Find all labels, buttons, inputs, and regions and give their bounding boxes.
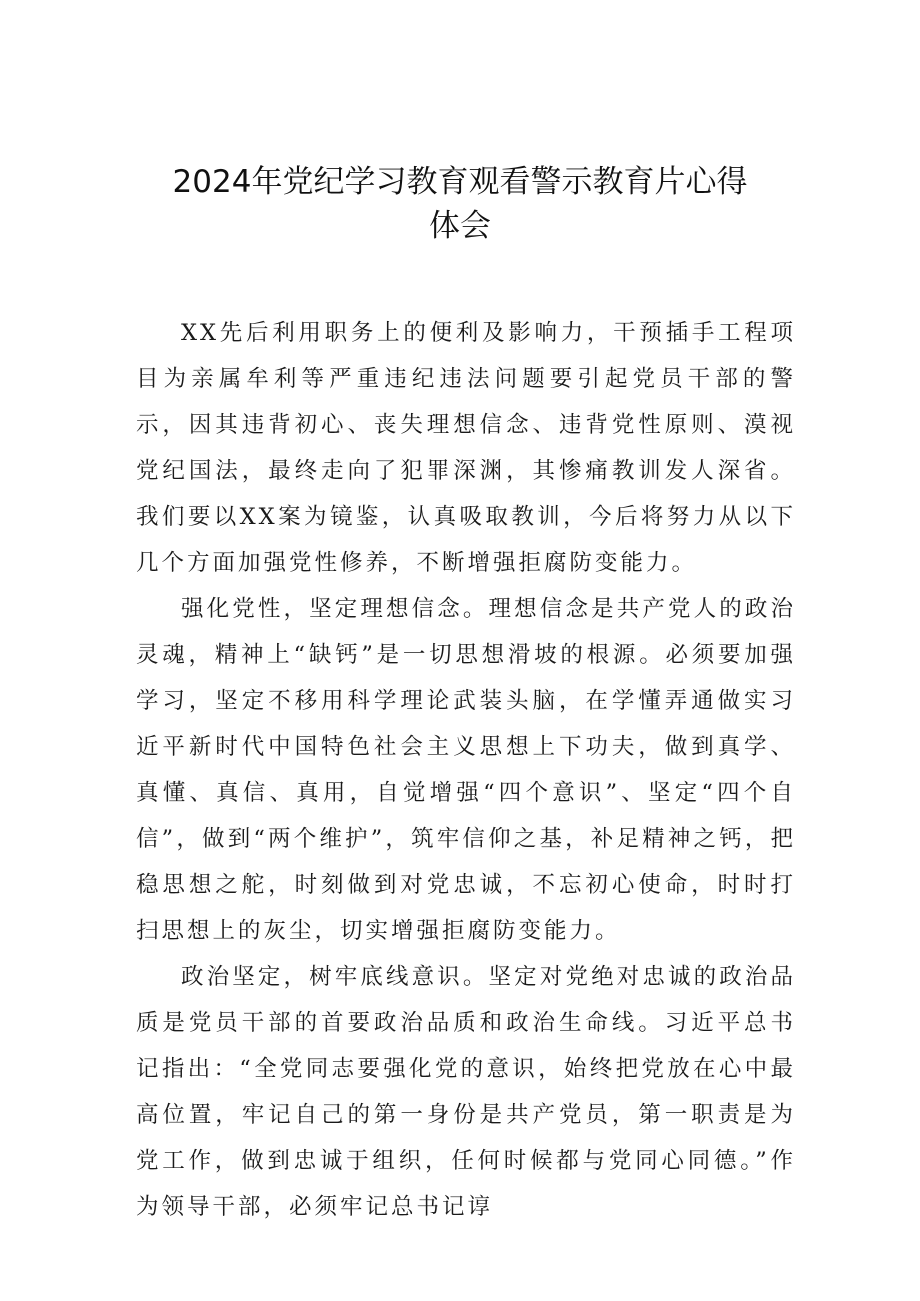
title-line-2: 体会: [429, 208, 491, 244]
document-body: [136, 310, 796, 1230]
title-line-1: 2024年党纪学习教育观看警示教育片心得: [172, 164, 748, 200]
paragraph-1: XX先后利用职务上的便利及影响力，干预插手工程项目为亲属牟利等严重违纪违法问题要引起党员干部的警示，因其违背初心、丧失理想信念、违背党性原则、漠视党纪国法，最终走向了犯罪深渊，其惨痛教训发人深省。我们要以XX案为镜鉴，认真吸取教训，今后将努力从以下几个方面加强党性修养，不断增强拒腐防变能力。: [136, 320, 796, 576]
paragraph-2: 强化党性，坚定理想信念。理想信念是共产党人的政治灵魂，精神上“缺钙”是一切思想滑坡的根源。必须要加强学习，坚定不移用科学理论武装头脑，在学懂弄通做实习近平新时代中国特色社会主义思想上下功夫，做到真学、真懂、真信、真用，自觉增强“四个意识”、坚定“四个自信”，做到“两个维护”，筑牢信仰之基，补足精神之钙，把稳思想之舵，时刻做到对党忠诚，不忘初心使命，时时打扫思想上的灰尘，切实增强拒腐防变能力。: [136, 596, 796, 944]
paragraph-3: 政治坚定，树牢底线意识。坚定对党绝对忠诚的政治品质是党员干部的首要政治品质和政治生命线。习近平总书记指出：“全党同志要强化党的意识，始终把党放在心中最高位置，牢记自己的第一身份是共产党员，第一职责是为党工作，做到忠诚于组织，任何时候都与党同心同德。”作为领导干部，必须牢记总书记谆: [136, 964, 796, 1220]
document-title: [120, 160, 800, 248]
